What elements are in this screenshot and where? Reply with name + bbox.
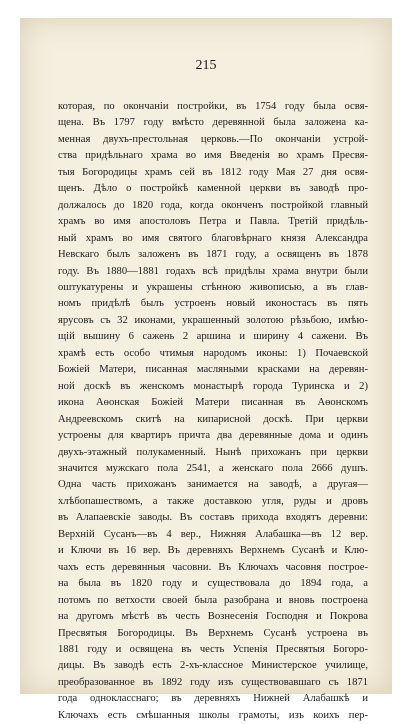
text-line: Божіей Матери, писанная масляными красками на деревян- bbox=[58, 364, 368, 376]
text-line: номъ придѣлѣ былъ устроенъ новый иконостасъ въ пять bbox=[58, 298, 368, 310]
text-line: двухъ-этажный полукаменный. Нынѣ прихожанъ при церкви bbox=[58, 446, 368, 458]
text-line: 1881 году и освящена въ честь Успенія Пресвятыя Богоро- bbox=[58, 643, 368, 655]
text-line: храмѣ есть особо чтимыя народомъ иконы: 1) Почаевской bbox=[58, 347, 368, 359]
text-line: ный храмъ во имя святого благовѣрнаго князя Александра bbox=[58, 232, 368, 244]
text-line: икона Аѳонская Божіей Матери писанная въ Аѳонскомъ bbox=[58, 397, 368, 409]
text-line: щій вышину 6 сажень 2 аршина и ширину 4 сажени. Въ bbox=[58, 331, 368, 343]
text-line: потомъ по ветхости своей была разобрана и вновь построена bbox=[58, 594, 368, 606]
text-line: Одна часть прихожанъ занимается на заводѣ, а другая— bbox=[58, 479, 368, 491]
body-text bbox=[58, 99, 368, 724]
text-line: ярусовъ съ 32 иконами, украшенный золотою рѣзьбою, имѣю- bbox=[58, 314, 368, 326]
text-line: ной доскѣ въ женскомъ монастырѣ города Туринска и 2) bbox=[58, 380, 368, 392]
text-line: устроены для квартиръ причта два деревянные дома и одинъ bbox=[58, 430, 368, 442]
book-page bbox=[20, 18, 392, 721]
text-line: году. Въ 1880—1881 годахъ всѣ придѣлы храма внутри были bbox=[58, 265, 368, 277]
text-line: хлѣбопашествомъ, а также доставкою угля, руды и дровъ bbox=[58, 495, 368, 507]
text-line: менная двухъ-престольная церковь.—По окончаніи устрой- bbox=[58, 133, 368, 145]
text-line: чахъ есть деревянныя часовни. Въ Ключахъ часовня построе- bbox=[58, 561, 368, 573]
text-line: тыя Богородицы храмъ сей въ 1812 году Мая 27 дня освя- bbox=[58, 166, 368, 178]
text-line: значится мужскаго пола 2541, а женскаго пола 2666 душъ. bbox=[58, 462, 368, 474]
text-line: щенъ. Дѣло о постройкѣ каменной церкви въ заводѣ про- bbox=[58, 183, 368, 195]
page-number: 215 bbox=[195, 58, 217, 73]
text-line: на другомъ мѣстѣ въ честь Вознесенія Господня и Покрова bbox=[58, 611, 368, 623]
text-line: храмъ во имя апостоловъ Петра и Павла. Третій придѣль- bbox=[58, 216, 368, 228]
text-line: должалось до 1820 года, когда оконченъ постройкой главный bbox=[58, 199, 368, 211]
text-line: въ Алапаевскіе заводы. Въ составъ прихода входятъ деревни: bbox=[58, 512, 368, 524]
text-line: дицы. Въ заводѣ есть 2-хъ-классное Министерское училище, bbox=[58, 660, 368, 672]
text-line: на была въ 1820 году и существовала до 1894 года, а bbox=[58, 578, 368, 590]
text-line: которая, по окончаніи постройки, въ 1754 году была освя- bbox=[58, 101, 368, 112]
text-line: Верхній Сусанъ—въ 4 вер., Нижняя Алабашка—въ 12 вер. bbox=[58, 528, 368, 540]
text-line: Андреевскомъ скитѣ на кипарисной доскѣ. При церкви bbox=[58, 413, 368, 425]
text-line: преобразованное въ 1892 году изъ существовавшаго съ 1871 bbox=[58, 676, 368, 688]
text-line: Пресвятыя Богородицы. Въ Верхнемъ Сусанѣ устроена въ bbox=[58, 627, 368, 639]
text-line: года одноклаcснаго; въ деревняхъ Нижней Алабашкѣ и bbox=[58, 693, 368, 705]
text-line: щена. Въ 1797 году вмѣсто деревянной была заложена ка- bbox=[58, 117, 368, 129]
text-line: и Ключи въ 16 вер. Въ деревняхъ Верхнемъ Сусанѣ и Клю- bbox=[58, 545, 368, 557]
text-line: Невскаго былъ заложенъ въ 1871 году, а освященъ въ 1878 bbox=[58, 249, 368, 261]
text-line: Ключахъ есть смѣшанныя школы грамоты, изъ коихъ пер- bbox=[58, 709, 368, 721]
text-line: оштукатурены и украшены стѣнною живописью, а въ глав- bbox=[58, 281, 368, 293]
text-line: ства придѣльнаго храма во имя Введенія во храмъ Пресвя- bbox=[58, 150, 368, 162]
